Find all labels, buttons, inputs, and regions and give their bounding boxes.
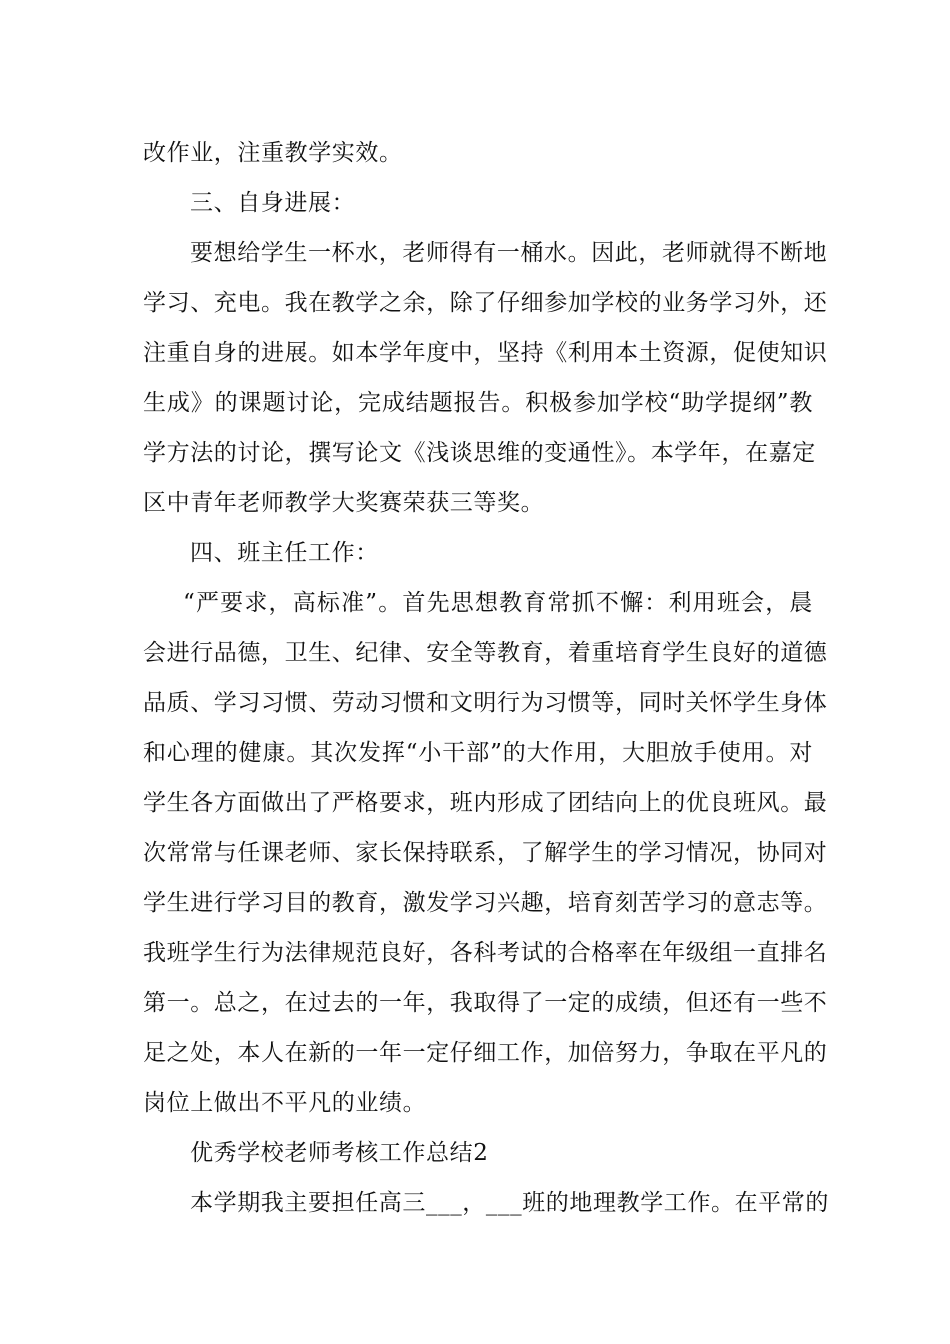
paragraph-line: 学生进行学习目的教育，激发学习兴趣，培育刻苦学习的意志等。 bbox=[143, 890, 828, 916]
paragraph-line: 要想给学生一杯水，老师得有一桶水。因此，老师就得不断地 bbox=[190, 240, 828, 266]
paragraph-line: 会进行品德，卫生、纪律、安全等教育，着重培育学生良好的道德 bbox=[143, 640, 828, 666]
paragraph-line: “严要求，高标准”。首先思想教育常抓不懈：利用班会，晨 bbox=[183, 590, 813, 616]
paragraph-line: 学方法的讨论，撰写论文《浅谈思维的变通性》。本学年，在嘉定 bbox=[143, 440, 816, 466]
section-heading: 四、班主任工作： bbox=[190, 540, 379, 566]
paragraph-line: 我班学生行为法律规范良好，各科考试的合格率在年级组一直排名 bbox=[143, 940, 828, 966]
paragraph-line: 学习、充电。我在教学之余，除了仔细参加学校的业务学习外，还 bbox=[143, 290, 828, 316]
paragraph-line: 注重自身的进展。如本学年度中，坚持《利用本土资源，促使知识 bbox=[143, 340, 828, 366]
paragraph-line: 品质、学习习惯、劳动习惯和文明行为习惯等，同时关怀学生身体 bbox=[143, 690, 828, 716]
paragraph-line: 改作业，注重教学实效。 bbox=[143, 140, 403, 166]
paragraph-line: 本学期我主要担任高三___，___班的地理教学工作。在平常的 bbox=[190, 1190, 829, 1216]
paragraph-line: 和心理的健康。其次发挥“小干部”的大作用，大胆放手使用。对 bbox=[143, 740, 813, 766]
paragraph-line: 次常常与任课老师、家长保持联系，了解学生的学习情况，协同对 bbox=[143, 840, 828, 866]
document-subtitle: 优秀学校老师考核工作总结2 bbox=[190, 1140, 489, 1166]
section-heading: 三、自身进展： bbox=[190, 190, 356, 216]
paragraph-line: 区中青年老师教学大奖赛荣获三等奖。 bbox=[143, 490, 545, 516]
paragraph-line: 足之处，本人在新的一年一定仔细工作，加倍努力，争取在平凡的 bbox=[143, 1040, 828, 1066]
paragraph-line: 岗位上做出不平凡的业绩。 bbox=[143, 1090, 427, 1116]
paragraph-line: 生成》的课题讨论，完成结题报告。积极参加学校“助学提纲”教 bbox=[143, 390, 813, 416]
paragraph-line: 第一。总之，在过去的一年，我取得了一定的成绩，但还有一些不 bbox=[143, 990, 828, 1016]
paragraph-line: 学生各方面做出了严格要求，班内形成了团结向上的优良班风。最 bbox=[143, 790, 828, 816]
